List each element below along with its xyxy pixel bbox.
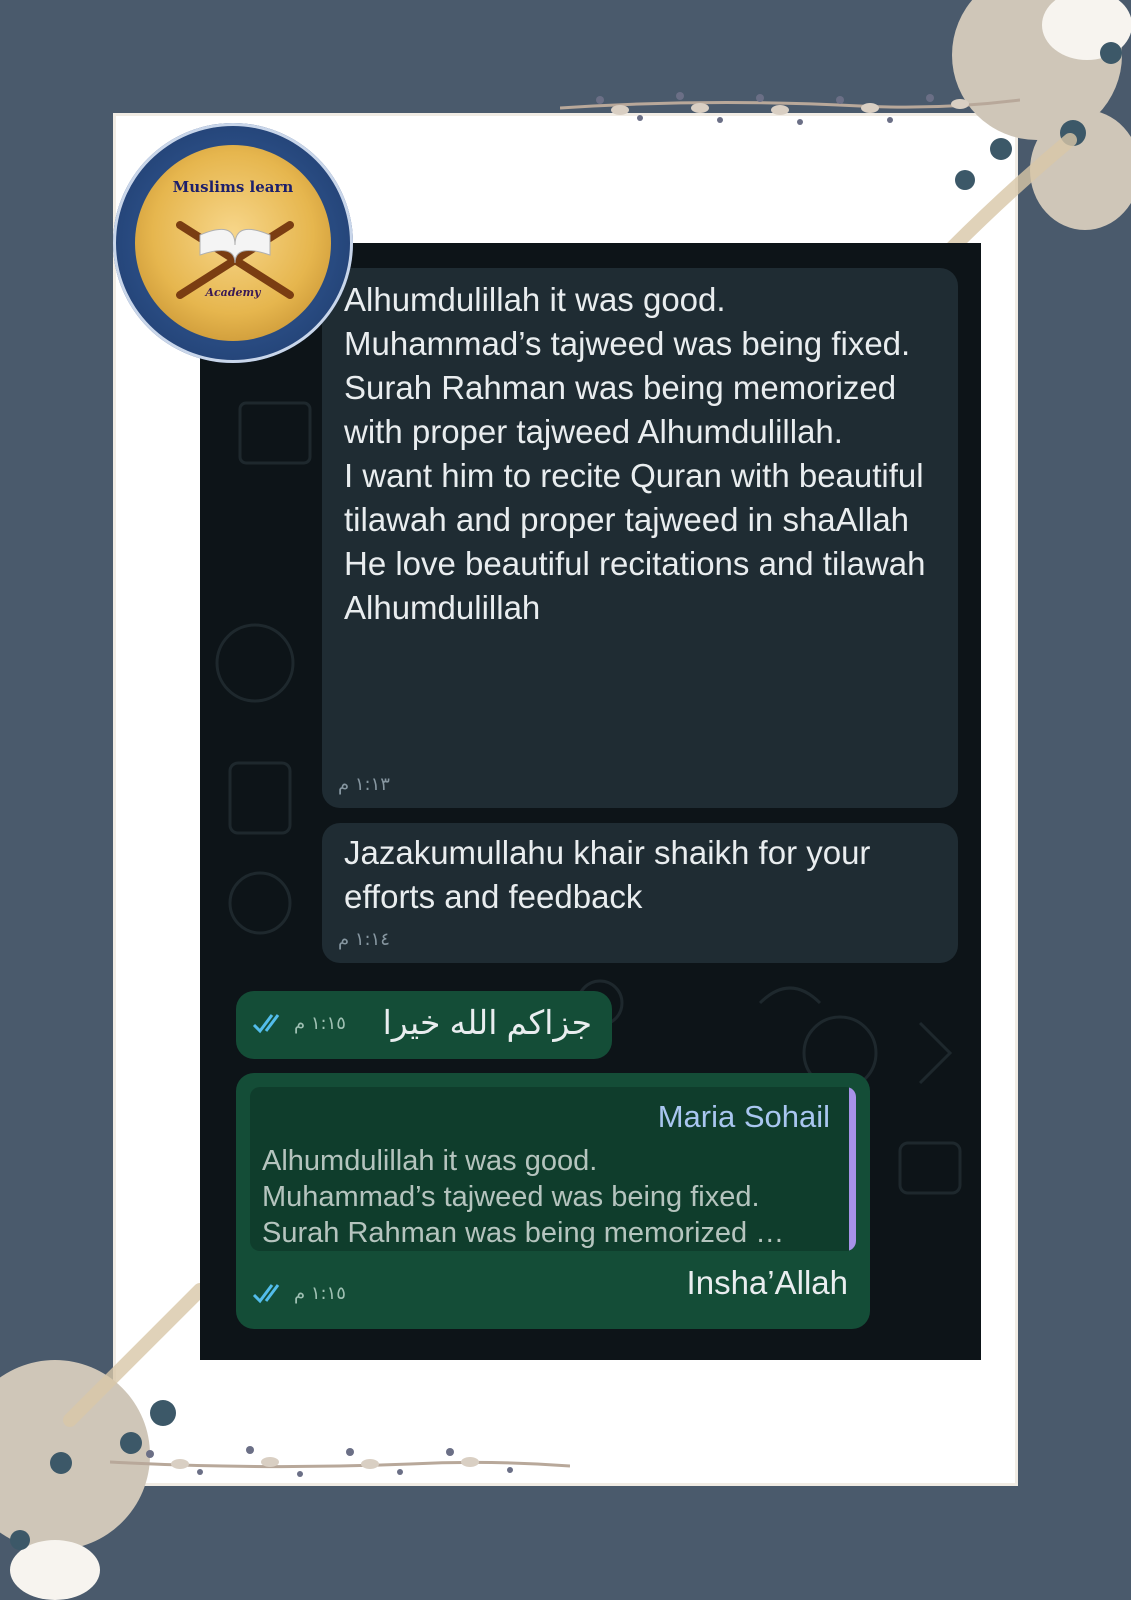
logo-subtitle: Academy (205, 286, 261, 299)
message-text: Insha’Allah (686, 1264, 848, 1301)
quoted-author: Maria Sohail (657, 1099, 830, 1134)
outgoing-message-bubble[interactable] (236, 991, 612, 1059)
quoted-message[interactable] (250, 1087, 856, 1251)
message-time: ١:١٤ م (338, 929, 390, 950)
berry-decoration (50, 1452, 72, 1474)
message-time: ١:١٥ م (294, 1283, 346, 1304)
message-time: ١:١٣ م (338, 774, 390, 795)
quote-accent-bar (849, 1087, 856, 1251)
message-text: Jazakumullahu khair shaikh for your efforts and feedback (344, 834, 871, 915)
double-check-icon (252, 1283, 288, 1305)
logo-medallion (135, 145, 331, 341)
berry-decoration (10, 1530, 30, 1550)
berry-decoration (1100, 42, 1122, 64)
outgoing-reply-bubble[interactable] (236, 1073, 870, 1329)
incoming-message-bubble[interactable] (322, 268, 958, 808)
incoming-message-bubble[interactable] (322, 823, 958, 963)
chat-screenshot (200, 243, 981, 1360)
logo-title: Muslims learn (172, 178, 294, 196)
academy-logo (113, 123, 353, 363)
quoted-text: Alhumdulillah it was good. Muhammad’s tajweed was being fixed. Surah Rahman was being memorized … (262, 1145, 785, 1249)
message-time: ١:١٥ م (294, 1013, 346, 1034)
double-check-icon (252, 1013, 288, 1035)
pampas-grass-decoration (60, 1280, 210, 1430)
message-text: جزاكم الله خيرا (382, 1004, 592, 1041)
message-text: Alhumdulillah it was good. Muhammad’s tajweed was being fixed. Surah Rahman was being memorized with proper tajweed Alhumdulillah. I want him to recite Quran with beautiful tilawah and proper tajweed in shaAllah He love beautiful recitations and tilawah Alhumdulillah (344, 281, 926, 626)
pampas-grass-decoration (940, 130, 1080, 260)
